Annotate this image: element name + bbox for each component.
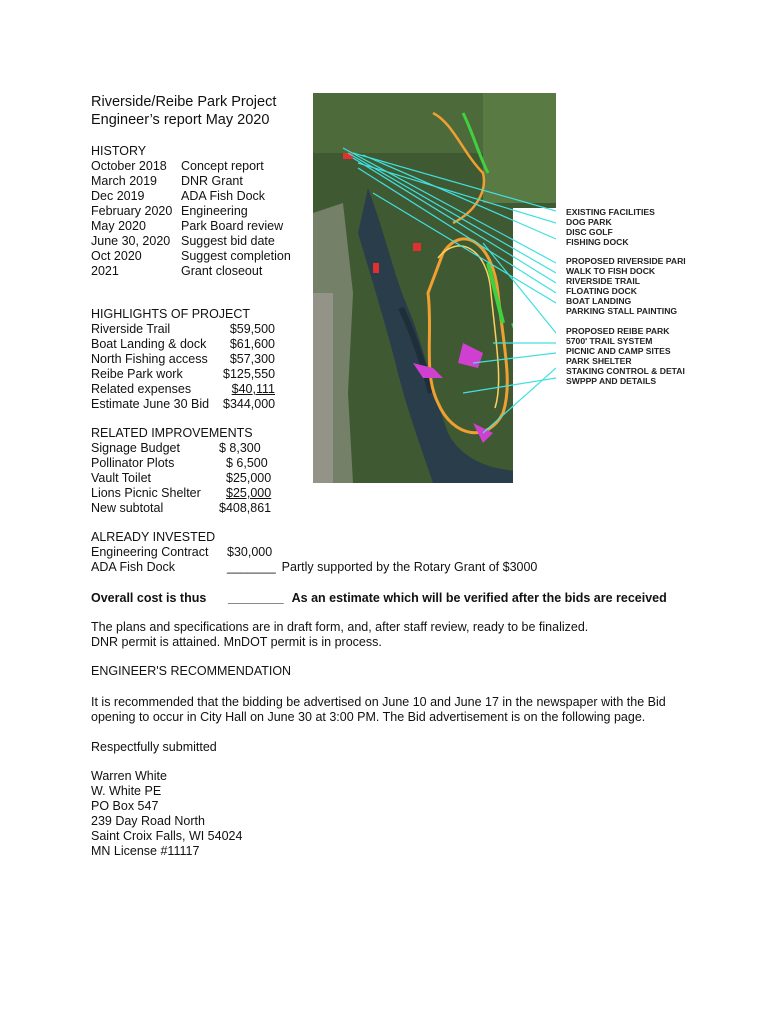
highlight-row [91, 382, 275, 397]
history-date: February 2020 [91, 204, 173, 218]
related-row [91, 471, 271, 486]
related-amount: $ 8,300 [219, 441, 261, 455]
highlight-item: Riverside Trail [91, 322, 171, 336]
highlight-item: Related expenses [91, 382, 192, 396]
map-label: RIVERSIDE TRAIL [566, 276, 641, 286]
overall-label: Overall cost is thus [91, 591, 207, 605]
history-event: Grant closeout [181, 264, 263, 278]
highlight-amount: $125,550 [223, 367, 276, 381]
invested-row [91, 560, 537, 575]
history-row [91, 204, 291, 219]
map-label: PROPOSED REIBE PARK [566, 326, 670, 336]
map-label: DISC GOLF [566, 227, 613, 237]
map-label: PARKING STALL PAINTING [566, 306, 678, 316]
related-item: New subtotal [91, 501, 164, 515]
related-item: Vault Toilet [91, 471, 151, 485]
recommendation-heading: ENGINEER'S RECOMMENDATION [91, 664, 292, 678]
history-event: Suggest completion [181, 249, 291, 263]
invested-section [91, 530, 537, 575]
history-row [91, 174, 291, 189]
history-row [91, 264, 291, 279]
engineering-label: Engineering Contract [91, 545, 209, 559]
signature-block [91, 769, 691, 859]
history-row [91, 189, 291, 204]
title-line-2: Engineer’s report May 2020 [91, 112, 270, 128]
map-label: DOG PARK [566, 217, 612, 227]
highlight-amount: $59,500 [229, 322, 275, 336]
related-item: Lions Picnic Shelter [91, 486, 201, 500]
existing-facilities-labels [566, 207, 655, 247]
signature-name: Warren White [91, 769, 167, 783]
highlight-amount: $57,300 [229, 352, 275, 366]
map-label: PARK SHELTER [566, 356, 632, 366]
highlight-row [91, 337, 275, 352]
history-row [91, 219, 291, 234]
recommendation-line-2: opening to occur in City Hall on June 30 at 3:00 PM. The Bid advertisement is on the following page. [91, 710, 646, 724]
history-event: Engineering [181, 204, 248, 218]
map-label: FLOATING DOCK [566, 286, 637, 296]
related-heading: RELATED IMPROVEMENTS [91, 426, 253, 440]
plans-line-2: DNR permit is attained. MnDOT permit is in process. [91, 635, 382, 649]
history-event: Concept report [181, 159, 264, 173]
related-row [91, 501, 271, 516]
history-date: March 2019 [91, 174, 158, 188]
overall-note: As an estimate which will be verified after the bids are received [291, 591, 667, 605]
fish-dock-label: ADA Fish Dock [91, 560, 176, 574]
highlight-row [91, 322, 275, 337]
map-label: EXISTING FACILITIES [566, 207, 655, 217]
highlight-amount: $40,111 [231, 382, 275, 396]
map-label: FISHING DOCK [566, 237, 629, 247]
related-row [91, 441, 271, 456]
history-row [91, 249, 291, 264]
signature-street: 239 Day Road North [91, 814, 205, 828]
closing: Respectfully submitted [91, 740, 217, 754]
recommendation-line-1: It is recommended that the bidding be advertised on June 10 and June 17 in the newspaper with the Bid [91, 695, 666, 709]
invested-heading: ALREADY INVESTED [91, 530, 216, 544]
history-date: June 30, 2020 [91, 234, 171, 248]
history-row [91, 234, 291, 249]
history-section [91, 144, 291, 279]
overall-blank: ________ [228, 591, 284, 605]
signature-city: Saint Croix Falls, WI 54024 [91, 829, 243, 843]
history-date: 2021 [91, 264, 119, 278]
invested-row [91, 545, 537, 560]
highlight-row [91, 352, 275, 367]
reibe-park-labels [566, 326, 685, 386]
history-date: Oct 2020 [91, 249, 142, 263]
history-heading: HISTORY [91, 144, 147, 158]
highlight-item: North Fishing access [91, 352, 208, 366]
related-amount: $25,000 [226, 486, 272, 500]
riverside-labels [566, 256, 686, 316]
map-label: PROPOSED RIVERSIDE PARI [566, 256, 686, 266]
related-amount: $25,000 [226, 471, 272, 485]
map-label: PICNIC AND CAMP SITES [566, 346, 671, 356]
signature-license: MN License #11117 [91, 844, 200, 858]
map-label: BOAT LANDING [566, 296, 632, 306]
plans-line-1: The plans and specifications are in draft form, and, after staff review, ready to be finalized. [91, 620, 589, 634]
map-label: SWPPP AND DETAILS [566, 376, 657, 386]
fish-dock-note: Partly supported by the Rotary Grant of $3000 [281, 560, 538, 574]
highlight-amount: $61,600 [229, 337, 275, 351]
overall-cost-row [91, 591, 667, 606]
map-label: 5700' TRAIL SYSTEM [566, 336, 653, 346]
signature-po-box: PO Box 547 [91, 799, 159, 813]
highlights-section [91, 307, 275, 412]
signature-title: W. White PE [91, 784, 162, 798]
highlight-row [91, 367, 275, 382]
history-event: Park Board review [181, 219, 284, 233]
highlight-row [91, 397, 275, 412]
history-event: DNR Grant [181, 174, 243, 188]
related-amount: $ 6,500 [226, 456, 268, 470]
map-label: WALK TO FISH DOCK [566, 266, 656, 276]
highlight-item: Boat Landing & dock [91, 337, 207, 351]
document-title [91, 93, 276, 129]
site-aerial-map [313, 93, 556, 483]
recommendation-paragraph [91, 695, 691, 725]
fish-dock-blank: _______ [227, 560, 276, 574]
history-event: ADA Fish Dock [181, 189, 266, 203]
map-label: STAKING CONTROL & DETAI [566, 366, 685, 376]
history-date: May 2020 [91, 219, 146, 233]
related-row [91, 486, 271, 501]
highlights-heading: HIGHLIGHTS OF PROJECT [91, 307, 251, 321]
plans-paragraph [91, 620, 691, 650]
history-date: Dec 2019 [91, 189, 145, 203]
history-event: Suggest bid date [181, 234, 275, 248]
title-line-1: Riverside/Reibe Park Project [91, 94, 277, 110]
related-amount: $408,861 [219, 501, 272, 515]
related-section [91, 426, 271, 516]
highlight-amount: $344,000 [223, 397, 276, 411]
related-item: Signage Budget [91, 441, 180, 455]
related-item: Pollinator Plots [91, 456, 175, 470]
engineering-amount: $30,000 [227, 545, 273, 559]
history-date: October 2018 [91, 159, 167, 173]
highlight-item: Reibe Park work [91, 367, 183, 381]
highlight-item: Estimate June 30 Bid [91, 397, 210, 411]
related-row [91, 456, 271, 471]
history-row [91, 159, 291, 174]
